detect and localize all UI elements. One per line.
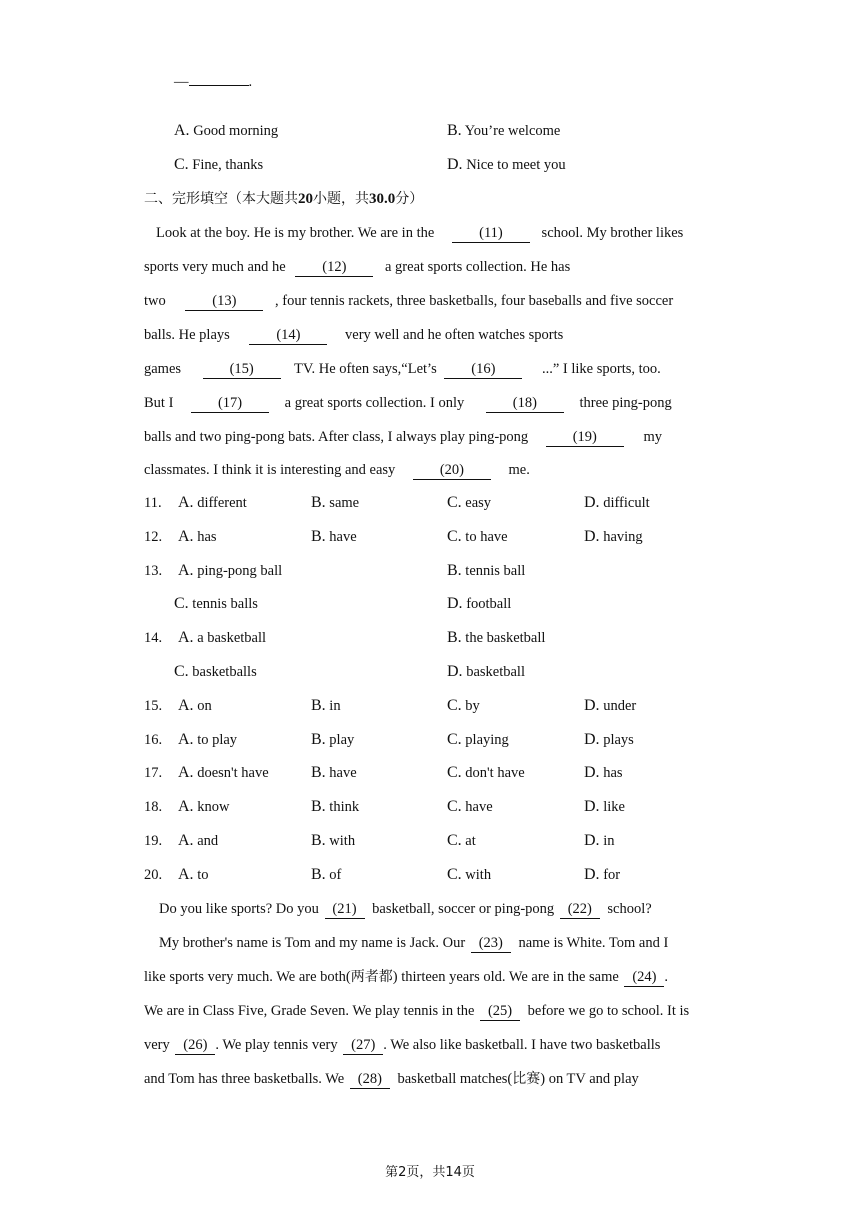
option-a: A. and — [178, 832, 219, 849]
page-footer: 第2页，共14页 — [385, 1165, 475, 1180]
option-a: A. has — [178, 527, 217, 545]
passage-line: games (15) TV. He often says,“Let’s (16) ...” I like sports, too. — [144, 361, 661, 377]
option-c: C. Fine, thanks — [174, 156, 264, 173]
passage-line: like sports very much. We are both(两者都) thirteen years old. We are in the same (24) . — [144, 969, 669, 985]
option-d: D. like — [584, 798, 625, 816]
passage-line: and Tom has three basketballs. We (28) basketball matches(比赛) on TV and play — [144, 1071, 639, 1087]
question-number: 20. — [144, 866, 163, 883]
option-d: D. difficult — [584, 494, 650, 511]
question-number: 14. — [144, 630, 163, 647]
option-c: C. playing — [447, 730, 509, 748]
option-d: D. for — [584, 865, 621, 883]
option-d: D. having — [584, 527, 643, 545]
option-c: C. tennis balls — [174, 595, 258, 613]
section-title: 二、完形填空（本大题共20小题，共30.0分） — [144, 191, 424, 207]
option-b: B. have — [311, 764, 357, 782]
option-a: A. a basketball — [178, 629, 267, 647]
question-number: 11. — [144, 495, 162, 511]
option-c: C. with — [447, 865, 492, 883]
passage-line: sports very much and he (12) a great sports collection. He has — [144, 259, 571, 275]
option-c: C. at — [447, 832, 476, 849]
option-c: C. basketballs — [174, 663, 257, 680]
option-a: A. on — [178, 696, 212, 714]
option-d: D. under — [584, 696, 637, 714]
option-b: B. in — [311, 696, 341, 714]
passage-line: But I (17) a great sports collection. I only (18) three ping-pong — [144, 395, 672, 411]
option-d: D. Nice to meet you — [447, 156, 566, 173]
option-b: B. with — [311, 832, 356, 849]
option-d: D. football — [447, 595, 512, 613]
option-b: B. of — [311, 865, 342, 883]
option-c: C. to have — [447, 527, 508, 545]
question-number: 19. — [144, 833, 163, 849]
option-c: C. don't have — [447, 764, 525, 782]
passage-line: classmates. I think it is interesting and easy (20) me. — [144, 462, 530, 478]
dash: — — [174, 74, 189, 90]
option-a: A. to — [178, 865, 209, 883]
passage-line: Do you like sports? Do you (21) basketball, soccer or ping-pong (22) school? — [159, 901, 652, 917]
option-b: B. think — [311, 798, 360, 816]
question-number: 17. — [144, 765, 163, 782]
option-d: D. plays — [584, 730, 634, 748]
question-number: 12. — [144, 528, 163, 545]
passage-line: My brother's name is Tom and my name is Jack. Our (23) name is White. Tom and I — [159, 935, 669, 951]
question-number: 15. — [144, 697, 163, 714]
option-b: B. play — [311, 730, 355, 748]
answer-line — [174, 72, 252, 92]
option-a: A. ping-pong ball — [178, 561, 283, 579]
passage-line: very (26) . We play tennis very (27) . We also like basketball. I have two basketballs — [144, 1037, 661, 1053]
option-b: B. have — [311, 527, 357, 545]
option-b: B. tennis ball — [447, 561, 526, 579]
option-a: A. different — [178, 494, 247, 511]
option-a: A. know — [178, 798, 230, 816]
passage-line: balls and two ping-pong bats. After class, I always play ping-pong (19) my — [144, 429, 662, 445]
option-b: B. the basketball — [447, 629, 546, 647]
option-a: A. to play — [178, 730, 238, 748]
option-b: B. same — [311, 494, 360, 511]
question-number: 13. — [144, 562, 163, 579]
passage-line: We are in Class Five, Grade Seven. We play tennis in the (25) before we go to school. It is — [144, 1003, 690, 1019]
option-d: D. in — [584, 832, 615, 849]
option-d: D. basketball — [447, 663, 525, 680]
option-b: B. You’re welcome — [447, 122, 561, 139]
passage-line: Look at the boy. He is my brother. We are in the (11) school. My brother likes — [156, 225, 684, 241]
option-a: A. Good morning — [174, 122, 279, 139]
passage-line: balls. He plays (14) very well and he often watches sports — [144, 327, 564, 343]
option-c: C. easy — [447, 494, 492, 511]
question-number: 18. — [144, 799, 163, 816]
option-d: D. has — [584, 764, 623, 782]
answer-blank — [189, 85, 249, 86]
period: . — [248, 74, 253, 90]
question-number: 16. — [144, 731, 163, 748]
option-c: C. have — [447, 798, 493, 816]
option-a: A. doesn't have — [178, 764, 269, 782]
passage-line: two (13) , four tennis rackets, three basketballs, four baseballs and five soccer — [144, 293, 674, 309]
option-c: C. by — [447, 696, 480, 714]
